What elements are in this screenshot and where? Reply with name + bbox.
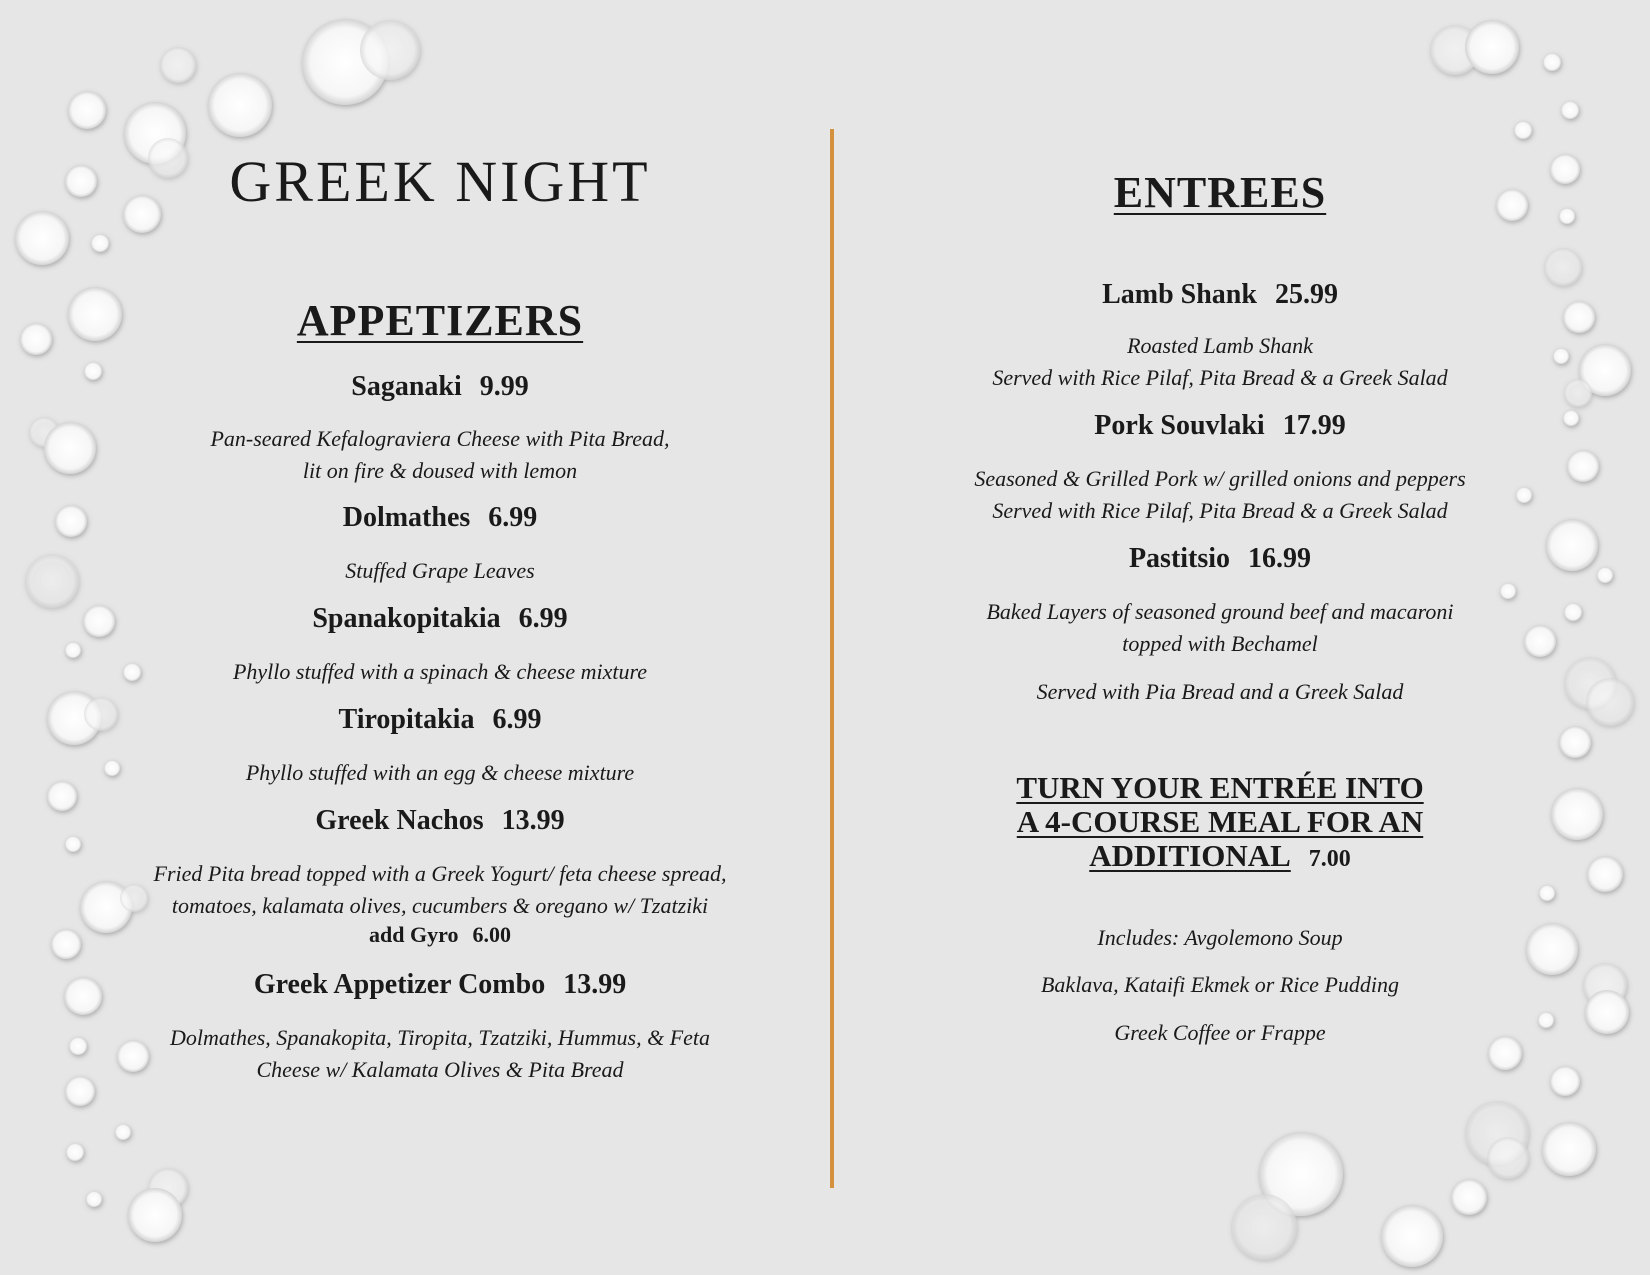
addon-price: 6.00 — [472, 922, 511, 947]
item-name: Greek Appetizer Combo — [253, 969, 546, 1000]
item-name: Lamb Shank — [1102, 279, 1257, 310]
item-description: Seasoned & Grilled Pork w/ grilled onions and peppers — [974, 466, 1466, 491]
item-name: Tiropitakia — [338, 704, 475, 735]
upsell-heading — [900, 839, 1540, 876]
item-description: Stuffed Grape Leaves — [345, 558, 535, 583]
upsell-price: 7.00 — [1308, 846, 1351, 872]
item-description: tomatoes, kalamata olives, cucumbers & oregano w/ Tzatziki — [171, 893, 709, 918]
item-price: 6.99 — [518, 603, 568, 634]
appetizers-heading: APPETIZERS — [296, 296, 584, 345]
item-description: lit on fire & doused with lemon — [302, 458, 578, 483]
item-description: Served with Rice Pilaf, Pita Bread & a Greek Salad — [992, 365, 1448, 390]
item-name: Dolmathes — [342, 502, 471, 533]
item-name: Spanakopitakia — [312, 603, 501, 634]
entrees-heading: ENTREES — [1113, 168, 1327, 217]
item-description: Phyllo stuffed with an egg & cheese mixture — [245, 760, 635, 785]
includes-line: Baklava, Kataifi Ekmek or Rice Pudding — [1040, 972, 1399, 997]
item-name: Pastitsio — [1128, 543, 1231, 574]
item-price: 6.99 — [488, 502, 538, 533]
upsell-heading — [900, 805, 1540, 839]
item-description: topped with Bechamel — [1122, 631, 1318, 656]
menu-item-tiropitakia — [120, 704, 760, 736]
includes-line: Includes: Avgolemono Soup — [1097, 925, 1343, 950]
menu-item-pork-souvlaki — [900, 410, 1540, 442]
menu-item-greek-nachos — [120, 805, 760, 837]
item-price: 6.99 — [492, 704, 542, 735]
item-price: 17.99 — [1282, 410, 1346, 441]
item-name: Saganaki — [351, 371, 462, 402]
menu-item-dolmathes — [120, 502, 760, 534]
item-description: Served with Pia Bread and a Greek Salad — [1036, 679, 1404, 704]
addon-gyro — [120, 922, 760, 948]
item-description: Dolmathes, Spanakopita, Tiropita, Tzatziki, Hummus, & Feta — [169, 1025, 711, 1050]
item-description: Served with Rice Pilaf, Pita Bread & a Greek Salad — [992, 498, 1448, 523]
menu-item-saganaki — [120, 371, 760, 403]
upsell-line: TURN YOUR ENTRÉE INTO — [1016, 770, 1424, 805]
upsell-heading — [900, 771, 1540, 805]
item-description: Roasted Lamb Shank — [1127, 333, 1313, 358]
menu-item-appetizer-combo — [120, 969, 760, 1001]
item-description: Fried Pita bread topped with a Greek Yogurt/ feta cheese spread, — [153, 861, 727, 886]
item-description: Cheese w/ Kalamata Olives & Pita Bread — [256, 1057, 624, 1082]
upsell-line: ADDITIONAL — [1089, 838, 1291, 873]
item-description: Baked Layers of seasoned ground beef and macaroni — [986, 599, 1454, 624]
column-divider — [830, 129, 834, 1188]
page-title: GREEK NIGHT — [229, 149, 651, 214]
item-price: 25.99 — [1274, 279, 1338, 310]
item-name: Greek Nachos — [315, 805, 484, 836]
item-price: 13.99 — [501, 805, 565, 836]
upsell-line: A 4-COURSE MEAL FOR AN — [1016, 804, 1424, 839]
item-price: 16.99 — [1248, 543, 1312, 574]
menu-item-pastitsio — [900, 543, 1540, 575]
menu-item-spanakopitakia — [120, 603, 760, 635]
item-price: 9.99 — [479, 371, 529, 402]
item-description: Pan-seared Kefalograviera Cheese with Pita Bread, — [210, 426, 670, 451]
addon-name: add Gyro — [369, 922, 459, 947]
item-description: Phyllo stuffed with a spinach & cheese mixture — [232, 659, 648, 684]
includes-line: Greek Coffee or Frappe — [1114, 1020, 1326, 1045]
menu-item-lamb-shank — [900, 279, 1540, 311]
item-name: Pork Souvlaki — [1094, 410, 1265, 441]
item-price: 13.99 — [563, 969, 627, 1000]
